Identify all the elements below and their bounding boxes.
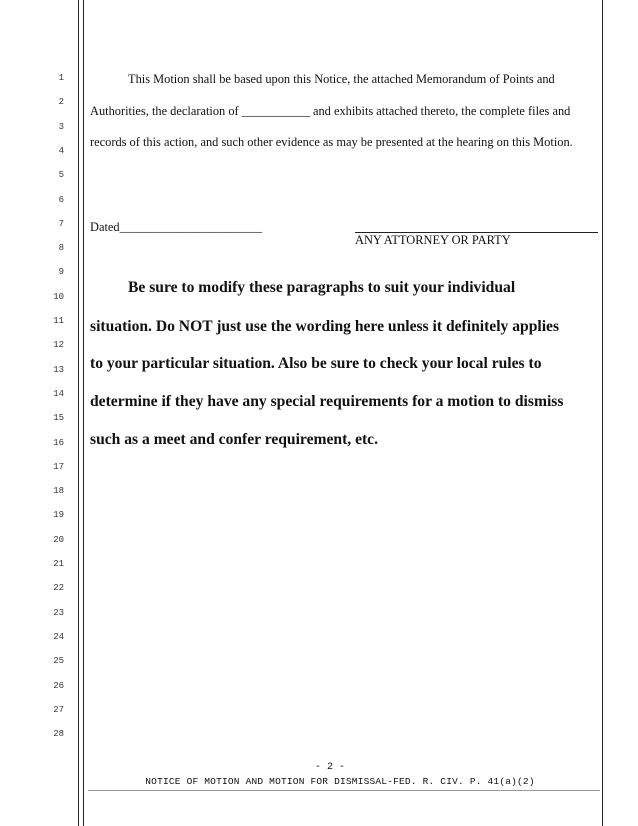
left-margin-rule-outer <box>78 0 79 826</box>
note-line-5: such as a meet and confer requirement, etc. <box>90 431 379 448</box>
footer-rule <box>88 790 600 791</box>
line-number: 17 <box>53 461 64 472</box>
body-paragraph-line-3: records of this action, and such other evidence as may be presented at the hearing on this Motion. <box>90 135 573 149</box>
line-number: 16 <box>53 437 64 448</box>
footer-title: NOTICE OF MOTION AND MOTION FOR DISMISSAL-FED. R. CIV. P. 41(a)(2) <box>145 776 535 787</box>
line-number: 26 <box>53 680 64 691</box>
line-number: 23 <box>53 607 64 618</box>
line-number: 25 <box>53 656 64 667</box>
line-number: 11 <box>53 316 64 326</box>
body-paragraph-line-1: This Motion shall be based upon this Notice, the attached Memorandum of Points and <box>128 72 555 86</box>
line-number: 4 <box>58 145 64 156</box>
note-line-4: determine if they have any special requirements for a motion to dismiss <box>90 393 564 410</box>
line-number: 18 <box>53 486 64 497</box>
line-number: 13 <box>53 364 64 375</box>
line-number: 28 <box>53 729 64 740</box>
line-number: 14 <box>53 388 64 399</box>
line-number: 9 <box>58 267 64 278</box>
line-number: 1 <box>58 73 64 83</box>
page-number: - 2 - <box>314 762 345 773</box>
line-number: 22 <box>53 583 64 594</box>
note-line-2: situation. Do NOT just use the wording here unless it definitely applies <box>90 318 560 335</box>
left-margin-rule-inner <box>83 0 84 826</box>
line-number: 10 <box>53 291 64 302</box>
line-number: 3 <box>58 121 64 132</box>
right-margin-rule <box>602 0 603 826</box>
line-number: 20 <box>53 534 64 545</box>
line-number: 8 <box>58 243 64 254</box>
note-line-3: to your particular situation. Also be sure to check your local rules to <box>90 355 542 372</box>
line-number: 19 <box>53 510 64 521</box>
line-number: 7 <box>58 218 64 229</box>
line-number: 12 <box>53 340 64 351</box>
line-number: 5 <box>58 170 64 181</box>
line-number: 15 <box>53 413 64 424</box>
line-number: 24 <box>53 631 64 642</box>
line-number: 21 <box>53 559 64 569</box>
note-line-1: Be sure to modify these paragraphs to suit your individual <box>128 279 516 296</box>
body-paragraph-line-2: Authorities, the declaration of ___________ and exhibits attached thereto, the complete files and <box>90 104 571 118</box>
line-number: 6 <box>58 194 64 205</box>
line-number: 2 <box>58 97 64 108</box>
line-number: 27 <box>53 704 64 715</box>
signature-label: ANY ATTORNEY OR PARTY <box>355 233 511 247</box>
dated-line: Dated_______________________ <box>90 220 263 234</box>
